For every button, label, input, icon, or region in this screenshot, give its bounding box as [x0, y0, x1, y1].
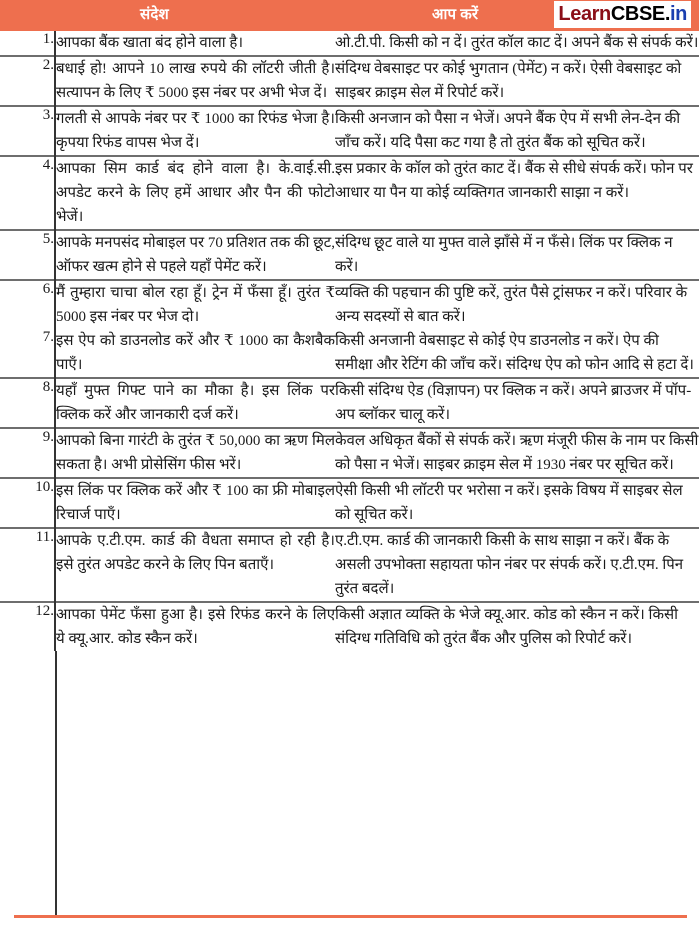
row-message-text: मैं तुम्हारा चाचा बोल रहा हूँ। ट्रेन में फँसा हूँ। तुरंत ₹ 5000 इस नंबर पर भेज दो।	[55, 280, 335, 329]
row-number: 6.	[0, 280, 55, 329]
row-message-text: यहाँ मुफ्त गिफ्ट पाने का मौका है। इस लिंक पर क्लिक करें और जानकारी दर्ज करें।	[55, 378, 335, 428]
row-message-text: इस लिंक पर क्लिक करें और ₹ 100 का फ्री मोबाइल रिचार्ज पाएँ।	[55, 478, 335, 528]
row-action-text: किसी अज्ञात व्यक्ति के भेजे क्यू.आर. कोड को स्कैन न करें। किसी संदिग्ध गतिविधि को तुरंत बैंक और पुलिस को रिपोर्ट करें।	[335, 602, 699, 651]
row-action-text: ऐसी किसी भी लॉटरी पर भरोसा न करें। इसके विषय में साइबर सेल को सूचित करें।	[335, 478, 699, 528]
row-action-text: किसी अनजानी वेबसाइट से कोई ऐप डाउनलोड न करें। ऐप की समीक्षा और रेटिंग की जाँच करें। संदिग्ध ऐप को फोन आदि से हटा दें।	[335, 333, 694, 373]
table-row	[0, 428, 699, 478]
footer-rule	[14, 915, 687, 918]
watermark-in: in	[670, 3, 687, 25]
row-action-text: किसी संदिग्ध ऐड (विज्ञापन) पर क्लिक न करें। अपने ब्राउजर में पॉप-अप ब्लॉकर चालू करें।	[335, 378, 699, 428]
row-action-text: ओ.टी.पी. किसी को न दें। तुरंत कॉल काट दें। अपने बैंक से संपर्क करें।	[335, 35, 699, 51]
row-number: 7.	[42, 329, 54, 345]
row-number: 3.	[0, 106, 55, 156]
row-number: 10.	[0, 478, 55, 528]
row-message-text: गलती से आपके नंबर पर ₹ 1000 का रिफंड भेजा है। कृपया रिफंड वापस भेज दें।	[55, 106, 335, 156]
column-divider-tail	[55, 651, 57, 915]
row-message-text: आपका पेमेंट फँसा हुआ है। इसे रिफंड करने के लिए ये क्यू.आर. कोड स्कैन करें।	[55, 602, 335, 651]
row-message-text: आपको बिना गारंटी के तुरंत ₹ 50,000 का ऋण मिल सकता है। अभी प्रोसेसिंग फीस भरें।	[55, 428, 335, 478]
column-header-message: संदेश	[140, 7, 169, 23]
table-row	[0, 31, 699, 56]
row-number: 12.	[0, 602, 55, 651]
watermark-learn: Learn	[558, 3, 611, 25]
table-row	[0, 602, 699, 651]
learncbse-watermark	[554, 1, 691, 28]
column-header-action: आप करें	[432, 7, 479, 23]
row-number: 1.	[42, 31, 54, 47]
row-number: 8.	[0, 378, 55, 428]
row-message-text: आपके मनपसंद मोबाइल पर 70 प्रतिशत तक की छूट, ऑफर खत्म होने से पहले यहाँ पेमेंट करें।	[55, 230, 335, 280]
row-message-text: आपका बैंक खाता बंद होने वाला है।	[55, 31, 335, 56]
table-row	[0, 230, 699, 280]
fraud-message-table	[0, 31, 699, 651]
row-message-text: इस ऐप को डाउनलोड करें और ₹ 1000 का कैशबैक पाएँ।	[55, 329, 335, 378]
table-row	[0, 156, 699, 230]
row-action-text: संदिग्ध छूट वाले या मुफ्त वाले झाँसे में न फँसे। लिंक पर क्लिक न करें।	[335, 230, 699, 280]
row-action-text: संदिग्ध वेबसाइट पर कोई भुगतान (पेमेंट) न करें। ऐसी वेबसाइट को साइबर क्राइम सेल में रिपोर्ट करें।	[335, 56, 699, 106]
row-action-text: व्यक्ति की पहचान की पुष्टि करें, तुरंत पैसे ट्रांसफर न करें। परिवार के अन्य सदस्यों से बात करें।	[335, 280, 699, 329]
row-number: 5.	[0, 230, 55, 280]
table-body	[0, 31, 699, 651]
row-action-text: केवल अधिकृत बैंकों से संपर्क करें। ऋण मंजूरी फीस के नाम पर किसी को पैसा न भेजें। साइबर क्राइम सेल में 1930 नंबर पर सूचित करें।	[335, 428, 699, 478]
row-number: 9.	[0, 428, 55, 478]
watermark-dot: .	[664, 3, 671, 25]
row-action-text: इस प्रकार के कॉल को तुरंत काट दें। बैंक से सीधे संपर्क करें। फोन पर आधार या पैन या कोई व्यक्तिगत जानकारी साझा न करें।	[335, 156, 699, 230]
table-row	[0, 106, 699, 156]
row-number: 2.	[0, 56, 55, 106]
table-row	[0, 528, 699, 602]
table-row	[0, 280, 699, 329]
row-number: 11.	[0, 528, 55, 602]
table-row	[0, 478, 699, 528]
row-number: 4.	[0, 156, 55, 230]
table-row	[0, 378, 699, 428]
row-action-text: किसी अनजान को पैसा न भेजें। अपने बैंक ऐप में सभी लेन-देन की जाँच करें। यदि पैसा कट गया है तो तुरंत बैंक को सूचित करें।	[335, 106, 699, 156]
table-row	[0, 329, 699, 378]
row-action-text: ए.टी.एम. कार्ड की जानकारी किसी के साथ साझा न करें। बैंक के असली उपभोक्ता सहायता फोन नंबर पर संपर्क करें। ए.टी.एम. पिन तुरंत बदलें।	[335, 528, 699, 602]
row-message-text: आपका सिम कार्ड बंद होने वाला है। के.वाई.सी. अपडेट करने के लिए हमें आधार और पैन की फोटो भेजें।	[55, 156, 335, 230]
row-message-text: बधाई हो! आपने 10 लाख रुपये की लॉटरी जीती है। सत्यापन के लिए ₹ 5000 इस नंबर पर अभी भेज दें।	[55, 56, 335, 106]
row-message-text: आपके ए.टी.एम. कार्ड की वैधता समाप्त हो रही है। इसे तुरंत अपडेट करने के लिए पिन बताएँ।	[55, 528, 335, 602]
watermark-cbse: CBSE	[610, 3, 665, 25]
table-row	[0, 56, 699, 106]
